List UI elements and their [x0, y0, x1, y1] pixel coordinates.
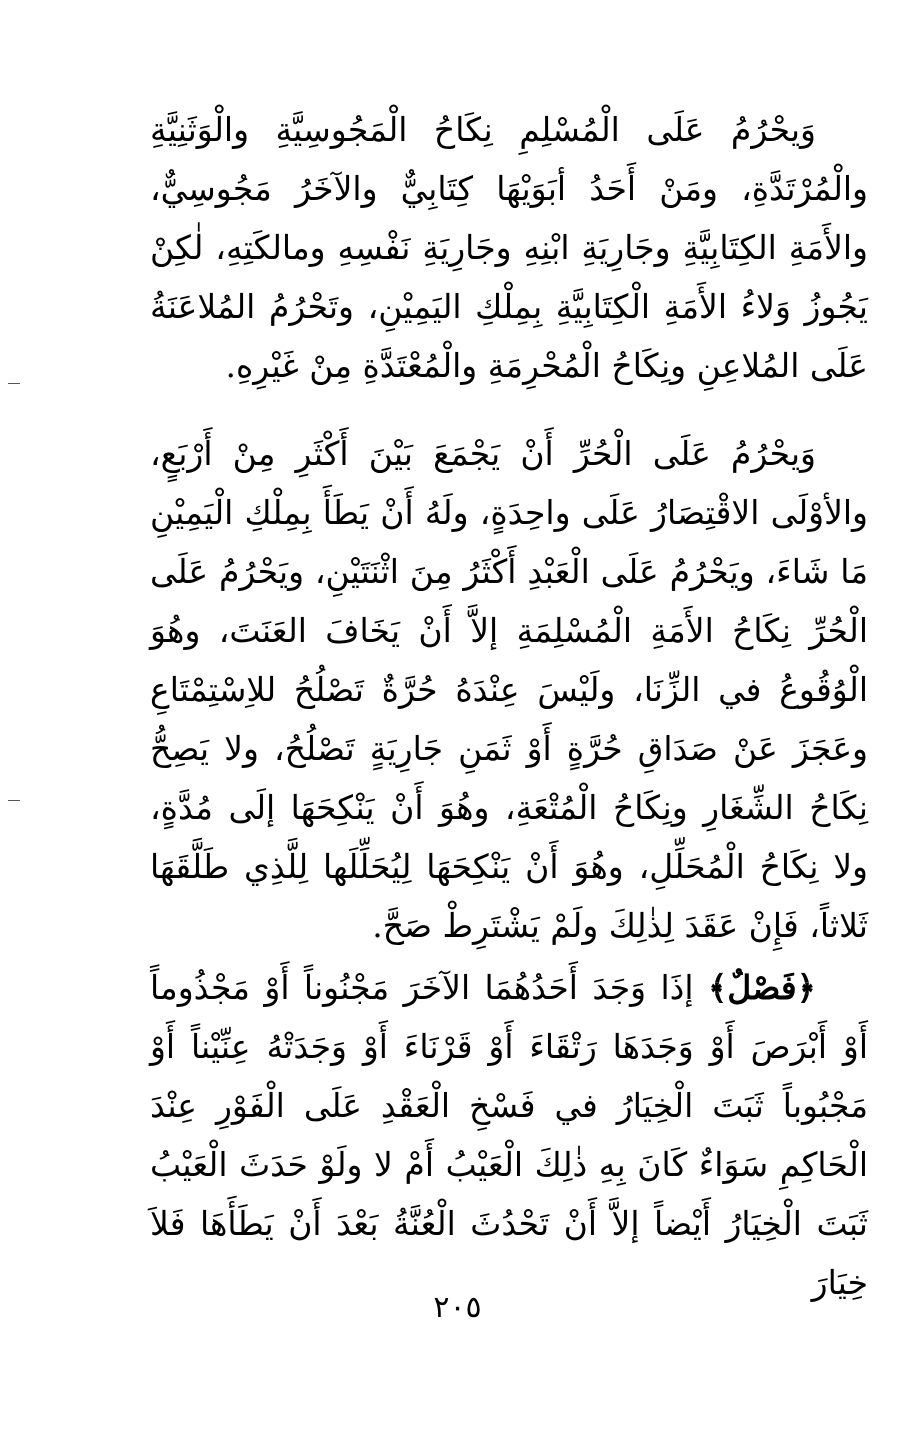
section-paragraph	[150, 958, 868, 1312]
paragraph-marriage-prohibitions	[150, 100, 868, 395]
paragraph-text: وَيحْرُمُ عَلَى الْحُرِّ أَنْ يَجْمَعَ بَيْنَ أَكْثَرِ مِنْ أَرْبَعٍ، والأوْلَى الاقْتِصَارُ عَلَى واحِدَةٍ، ولَهُ أَنْ يَطَأَ بِمِلْكِ الْيَمِيْنِ مَا شَاءَ، ويَحْرُمُ عَلَى الْعَبْدِ أَكْثَرُ مِنَ اثْنَتَيْنِ، ويَحْرُمُ عَلَى الْحُرِّ نِكَاحُ الأَمَةِ الْمُسْلِمَةِ إلاَّ أَنْ يَخَافَ العَنَتَ، وهُوَ الْوُقُوعُ في الزِّنَا، ولَيْسَ عِنْدَهُ حُرَّةٌ تَصْلُحُ للاِسْتِمْتَاعِ وعَجَزَ عَنْ صَدَاقِ حُرَّةٍ أَوْ ثَمَنِ جَارِيَةٍ تَصْلُحُ، ولا يَصِحُّ نِكَاحُ الشِّغَارِ ونِكَاحُ الْمُتْعَةِ، وهُوَ أَنْ يَنْكِحَهَا إلَى مُدَّةٍ، ولا نِكَاحُ الْمُحَلِّلِ، وهُوَ أَنْ يَنْكِحَهَا لِيُحَلِّلَها لِلَّذِي طَلَّقَهَا ثَلاثاً، فَإِنْ عَقَدَ لِذٰلِكَ ولَمْ يَشْتَرِطْ صَحَّ.	[150, 434, 868, 945]
paragraph-section-defects	[150, 958, 868, 1312]
section-text: إذَا وَجَدَ أَحَدُهُمَا الآخَرَ مَجْنُوناً أَوْ مَجْذُوماً أَوْ أَبْرَصَ أَوْ وَجَدَهَا رَتْقَاءَ أَوْ قَرْنَاءَ أَوْ وَجَدَتْهُ عِنِّيْناً أَوْ مَجْبُوباً ثَبَتَ الْخِيَارُ في فَسْخِ الْعَقْدِ عَلَى الْفَوْرِ عِنْدَ الْحَاكِمِ سَوَاءٌ كَانَ بِهِ ذٰلِكَ الْعَيْبُ أَمْ لا ولَوْ حَدَثَ الْعَيْبُ ثَبَتَ الْخِيَارُ أَيْضاً إلاَّ أَنْ تَحْدُثَ الْعُنَّةُ بَعْدَ أَنْ يَطَأَهَا فَلاَ خِيَارَ	[150, 968, 868, 1302]
section-heading: ﴿فَصْلٌ﴾	[707, 968, 816, 1007]
paragraph-text: وَيحْرُمُ عَلَى الْمُسْلِمِ نِكَاحُ الْمَجُوسِيَّةِ والْوَثَنِيَّةِ والْمُرْتَدَّةِ، ومَنْ أَحَدُ أبَوَيْهَا كِتَابِيٌّ والآخَرُ مَجُوسِيٌّ، والأَمَةِ الكِتَابِيَّةِ وجَارِيَةِ ابْنِهِ وجَارِيَةِ نَفْسِهِ ومالكَتِهِ، لٰكِنْ يَجُوزُ وَلاءُ الأَمَةِ الْكِتَابِيَّةِ بِمِلْكِ اليَمِيْنِ، وتَحْرُمُ المُلاعَنَةُ عَلَى المُلاعِنِ ونِكَاحُ الْمُحْرِمَةِ والْمُعْتَدَّةِ مِنْ غَيْرِهِ.	[150, 110, 868, 385]
margin-mark	[8, 383, 20, 384]
page-number: ٢٠٥	[433, 1290, 482, 1325]
margin-mark	[8, 800, 20, 801]
paragraph-number-of-wives	[150, 424, 868, 955]
